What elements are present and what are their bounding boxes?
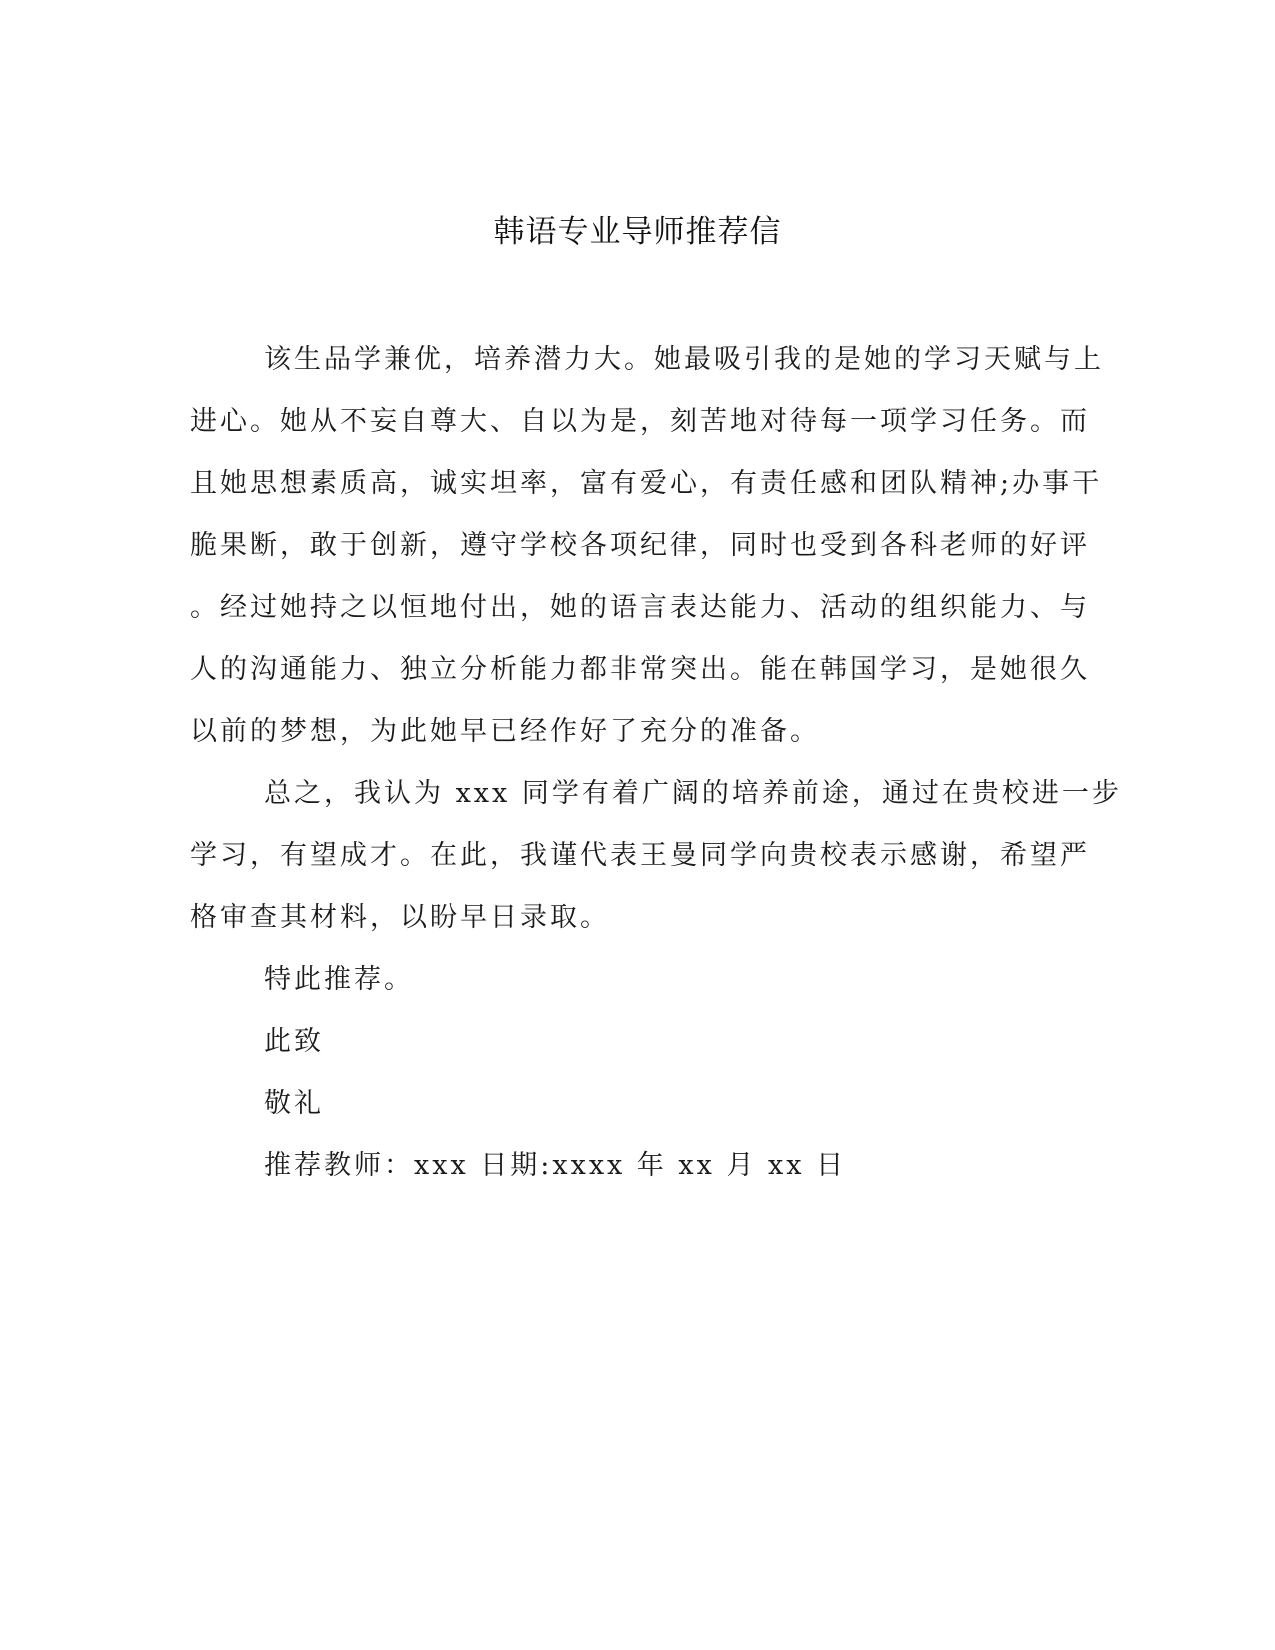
paragraph-2-line-1: 总之，我认为 xxx 同学有着广阔的培养前途，通过在贵校进一步 bbox=[264, 778, 1122, 809]
closing-salutation-2: 敬礼 bbox=[264, 1088, 324, 1119]
signature-line: 推荐教师：xxx 日期:xxxx 年 xx 月 xx 日 bbox=[264, 1150, 847, 1181]
paragraph-1-line-5: 。经过她持之以恒地付出，她的语言表达能力、活动的组织能力、与 bbox=[190, 592, 1090, 623]
paragraph-1-line-1: 该生品学兼优，培养潜力大。她最吸引我的是她的学习天赋与上 bbox=[264, 344, 1104, 375]
paragraph-2-line-2: 学习，有望成才。在此，我谨代表王曼同学向贵校表示感谢，希望严 bbox=[190, 840, 1090, 871]
paragraph-1-line-6: 人的沟通能力、独立分析能力都非常突出。能在韩国学习，是她很久 bbox=[190, 654, 1090, 685]
paragraph-1-line-4: 脆果断，敢于创新，遵守学校各项纪律，同时也受到各科老师的好评 bbox=[190, 530, 1090, 561]
letter-body bbox=[190, 329, 1122, 1197]
closing-recommend: 特此推荐。 bbox=[264, 964, 414, 995]
document-title: 韩语专业导师推荐信 bbox=[493, 214, 782, 250]
paragraph-1-line-7: 以前的梦想，为此她早已经作好了充分的准备。 bbox=[190, 716, 820, 747]
paragraph-2-line-3: 格审查其材料，以盼早日录取。 bbox=[190, 902, 610, 933]
paragraph-1-line-3: 且她思想素质高，诚实坦率，富有爱心，有责任感和团队精神;办事干 bbox=[190, 468, 1103, 499]
closing-salutation-1: 此致 bbox=[264, 1026, 324, 1057]
paragraph-1-line-2: 进心。她从不妄自尊大、自以为是，刻苦地对待每一项学习任务。而 bbox=[190, 406, 1090, 437]
